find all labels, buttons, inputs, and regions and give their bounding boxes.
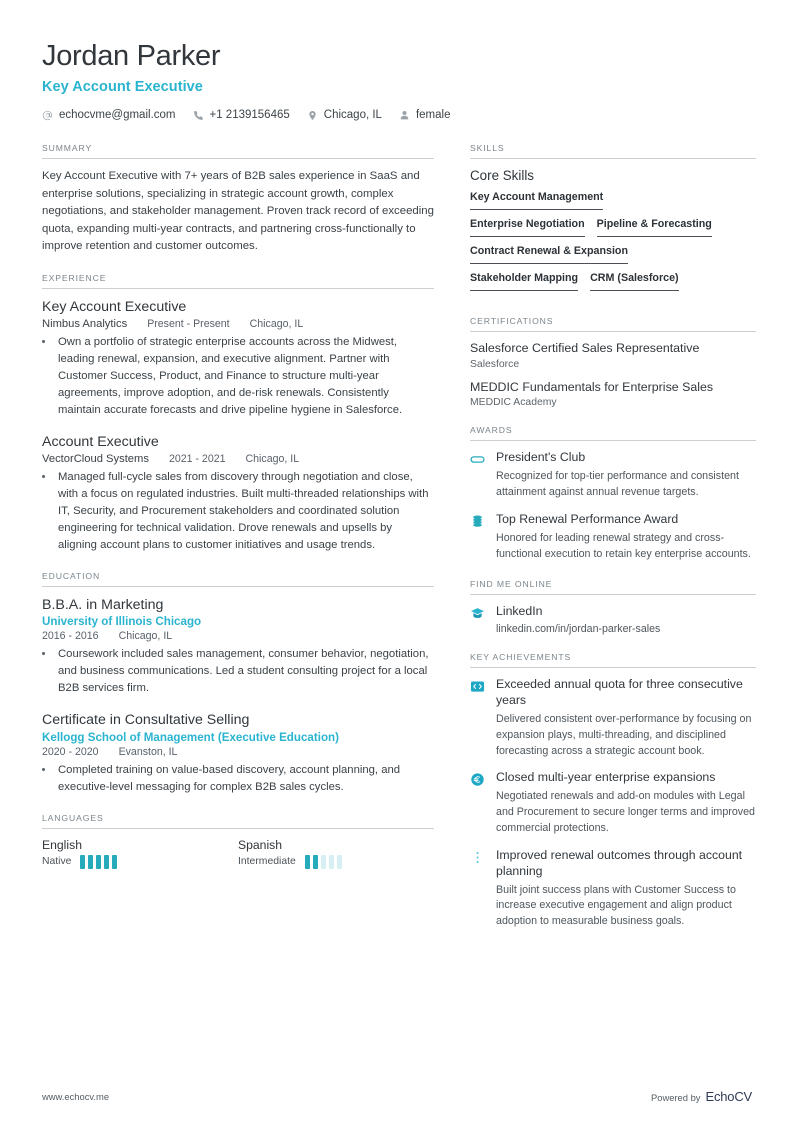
experience-meta: [42, 453, 434, 465]
divider: [470, 594, 756, 595]
award-title: Top Renewal Performance Award: [496, 511, 679, 526]
education-location: Chicago, IL: [118, 630, 173, 643]
right-column: [470, 143, 756, 946]
achievement-description: Built joint success plans with Customer Success to increase executive engagement and align product adoption to measurable business goals.: [496, 883, 736, 927]
section-experience-title: EXPERIENCE: [42, 272, 107, 283]
achievement-title: Exceeded annual quota for three consecutive years: [496, 677, 743, 708]
contact-email-value: echocvme@gmail.com: [59, 109, 176, 122]
divider: [42, 828, 434, 829]
certification-issuer: MEDDIC Academy: [470, 397, 557, 409]
divider: [470, 667, 756, 668]
achievement-title: Closed multi-year enterprise expansions: [496, 770, 716, 785]
certification-item: [470, 380, 756, 409]
skill-row: [470, 272, 756, 291]
contact-phone[interactable]: [193, 109, 290, 121]
skill-chip: CRM (Salesforce): [590, 272, 679, 291]
section-skills-title: SKILLS: [470, 143, 505, 154]
section-awards: [470, 425, 756, 562]
experience-role: Account Executive: [42, 433, 159, 450]
online-profile-label: LinkedIn: [496, 604, 543, 619]
education-entry: [42, 596, 434, 697]
language-list: [42, 838, 434, 869]
experience-bullets: [42, 469, 434, 554]
education-degree: B.B.A. in Marketing: [42, 596, 164, 613]
language-item: [42, 838, 238, 869]
footer-branding: [651, 1089, 752, 1104]
experience-org: VectorCloud Systems: [42, 453, 149, 466]
proficiency-bar: [112, 855, 117, 869]
proficiency-bar: [96, 855, 101, 869]
list-item: • Coursework included sales management, consumer behavior, negotiation, and business communications. Led a student consulting project for a local B2B services firm.: [55, 646, 434, 697]
section-skills: [470, 143, 756, 299]
section-certifications-title: CERTIFICATIONS: [470, 316, 554, 327]
award-item: [470, 512, 756, 562]
list-item: • Managed full-cycle sales from discovery through negotiation and close, with a focus on regulated industries. Built multi-threaded relationships with IT, Security, and Procurement stakeholders and coordinated solution engineering for technical validation. Drove renewals and upsells by aligning account plans to customer initiatives and usage trends.: [55, 469, 434, 554]
contact-gender: [399, 109, 451, 121]
section-languages-title: LANGUAGES: [42, 812, 104, 823]
footer-powered-by-label: Powered by: [650, 1091, 701, 1103]
experience-entry: [42, 298, 434, 419]
candidate-name: Jordan Parker: [42, 40, 221, 72]
award-body: [496, 512, 756, 562]
online-profile-body: [496, 604, 756, 635]
divider: [42, 586, 434, 587]
section-summary: [42, 143, 434, 255]
education-school[interactable]: Kellogg School of Management (Executive Education): [42, 730, 339, 744]
experience-bullets: [42, 334, 434, 419]
divider: [470, 331, 756, 332]
section-summary-title: SUMMARY: [42, 143, 93, 154]
education-meta: [42, 630, 434, 642]
language-proficiency: [42, 855, 238, 869]
skill-row: [470, 245, 756, 264]
person-icon: [399, 110, 410, 121]
contact-location: [307, 109, 382, 121]
achievement-body: [496, 848, 756, 930]
proficiency-bar: [313, 855, 318, 869]
proficiency-bar: [88, 855, 93, 869]
at-icon: [42, 110, 53, 121]
language-bars: [80, 855, 117, 869]
education-school[interactable]: University of Illinois Chicago: [42, 615, 202, 629]
experience-dates: Present - Present: [147, 318, 230, 331]
section-awards-title: AWARDS: [470, 425, 513, 436]
experience-org: Nimbus Analytics: [42, 318, 128, 331]
euro-circle-icon: [470, 770, 486, 836]
contact-list: [42, 109, 752, 121]
divider: [470, 440, 756, 441]
section-key-achievements: [470, 652, 756, 929]
education-bullets: [42, 762, 434, 796]
award-item: [470, 450, 756, 500]
experience-entry: [42, 433, 434, 554]
divider: [42, 158, 434, 159]
proficiency-bar: [305, 855, 310, 869]
stacked-coins-icon: [470, 512, 486, 562]
skill-list: [470, 191, 756, 299]
skill-row: [470, 218, 756, 237]
list-item: • Own a portfolio of strategic enterprise accounts across the Midwest, leading renewal, expansion, and executive alignment. Partner with Customer Success, Product, and Finance to structure multi-year agreements, improve adoption, and de-risk renewals. Consistently maintain accurate forecasts and drive pipeline hygiene in Salesforce.: [55, 334, 434, 419]
code-brackets-icon: [470, 677, 486, 759]
footer-site-url[interactable]: www.echocv.me: [42, 1090, 110, 1102]
education-dates: 2016 - 2016: [42, 630, 99, 643]
resume-header: [0, 0, 794, 121]
achievement-description: Negotiated renewals and add-on modules with Legal and Procurement to secure longer terms and improved commercial protections.: [496, 790, 756, 834]
experience-location: Chicago, IL: [245, 453, 300, 466]
section-certifications: [470, 316, 756, 408]
phone-icon: [193, 110, 204, 121]
resume-footer: [0, 1069, 794, 1123]
skill-chip: Key Account Management: [470, 191, 603, 210]
online-profile-url[interactable]: linkedin.com/in/jordan-parker-sales: [496, 623, 661, 636]
skill-row: [470, 191, 756, 210]
contact-phone-value: +1 2139156465: [209, 109, 290, 122]
footer-brand-name: EchoCV: [705, 1088, 752, 1104]
achievement-item: [470, 677, 756, 759]
achievement-item: [470, 770, 756, 836]
proficiency-bar: [104, 855, 109, 869]
proficiency-bar: [80, 855, 85, 869]
achievement-body: [496, 770, 756, 836]
skill-chip: Stakeholder Mapping: [470, 272, 578, 291]
certification-name: MEDDIC Fundamentals for Enterprise Sales: [470, 379, 714, 394]
achievement-body: [496, 677, 756, 759]
resume-body: [0, 121, 794, 946]
education-entry: [42, 711, 434, 795]
language-level: Intermediate: [238, 856, 296, 868]
skill-chip: Enterprise Negotiation: [470, 218, 585, 237]
proficiency-bar: [329, 855, 334, 869]
achievement-description: Delivered consistent over-performance by focusing on expansion plays, multi-threading, and disciplined forecasting across a strategic account book.: [496, 713, 752, 757]
certification-issuer: Salesforce: [470, 358, 520, 370]
pill-badge-icon: [470, 450, 486, 500]
education-dates: 2020 - 2020: [42, 745, 99, 758]
list-item: • Completed training on value-based discovery, account planning, and executive-level messaging for complex B2B sales cycles.: [55, 762, 434, 796]
certification-name: Salesforce Certified Sales Representative: [470, 341, 700, 356]
location-pin-icon: [307, 110, 318, 121]
online-profile-item[interactable]: [470, 604, 756, 635]
achievement-item: [470, 848, 756, 930]
contact-email[interactable]: [42, 109, 176, 121]
experience-role: Key Account Executive: [42, 298, 187, 315]
language-level: Native: [42, 856, 72, 868]
section-education-title: EDUCATION: [42, 570, 101, 581]
proficiency-bar: [321, 855, 326, 869]
language-name: English: [42, 837, 82, 852]
education-meta: [42, 746, 434, 758]
section-find-me-online: [470, 579, 756, 635]
achievement-title: Improved renewal outcomes through account planning: [496, 847, 743, 878]
section-find-me-online-title: FIND ME ONLINE: [470, 579, 553, 590]
section-languages: [42, 813, 434, 869]
experience-dates: 2021 - 2021: [168, 453, 226, 466]
divider: [470, 158, 756, 159]
language-item: [238, 838, 434, 869]
proficiency-bar: [337, 855, 342, 869]
summary-text: Key Account Executive with 7+ years of B2B sales experience in SaaS and enterprise solutions, specializing in strategic account growth, complex negotiations, and stakeholder management. Proven track record of exceeding quota, expanding multi-year contracts, and partnering cross-functionally to improve retention and customer outcomes.: [42, 170, 434, 253]
award-description: Honored for leading renewal strategy and cross-functional execution to retain key enterprise accounts.: [496, 531, 751, 560]
education-bullets: [42, 646, 434, 697]
skills-group-title: Core Skills: [470, 168, 534, 184]
certification-item: [470, 341, 756, 370]
education-location: Evanston, IL: [118, 745, 178, 758]
language-proficiency: [238, 855, 434, 869]
candidate-job-title: Key Account Executive: [42, 79, 203, 96]
award-body: [496, 450, 756, 500]
award-title: President's Club: [496, 450, 586, 465]
experience-location: Chicago, IL: [249, 318, 304, 331]
section-key-achievements-title: KEY ACHIEVEMENTS: [470, 652, 572, 663]
contact-location-value: Chicago, IL: [323, 109, 382, 122]
skill-chip: Contract Renewal & Expansion: [470, 245, 628, 264]
graduation-cap-icon: [470, 604, 486, 635]
language-name: Spanish: [238, 837, 283, 852]
experience-meta: [42, 318, 434, 330]
vertical-dots-icon: [470, 848, 486, 930]
contact-gender-value: female: [415, 109, 451, 122]
section-experience: [42, 273, 434, 554]
education-degree: Certificate in Consultative Selling: [42, 712, 250, 729]
section-education: [42, 571, 434, 796]
divider: [42, 288, 434, 289]
skill-chip: Pipeline & Forecasting: [597, 218, 712, 237]
left-column: [42, 143, 434, 885]
award-description: Recognized for top-tier performance and consistent attainment against annual revenue targets.: [496, 470, 739, 499]
language-bars: [305, 855, 342, 869]
